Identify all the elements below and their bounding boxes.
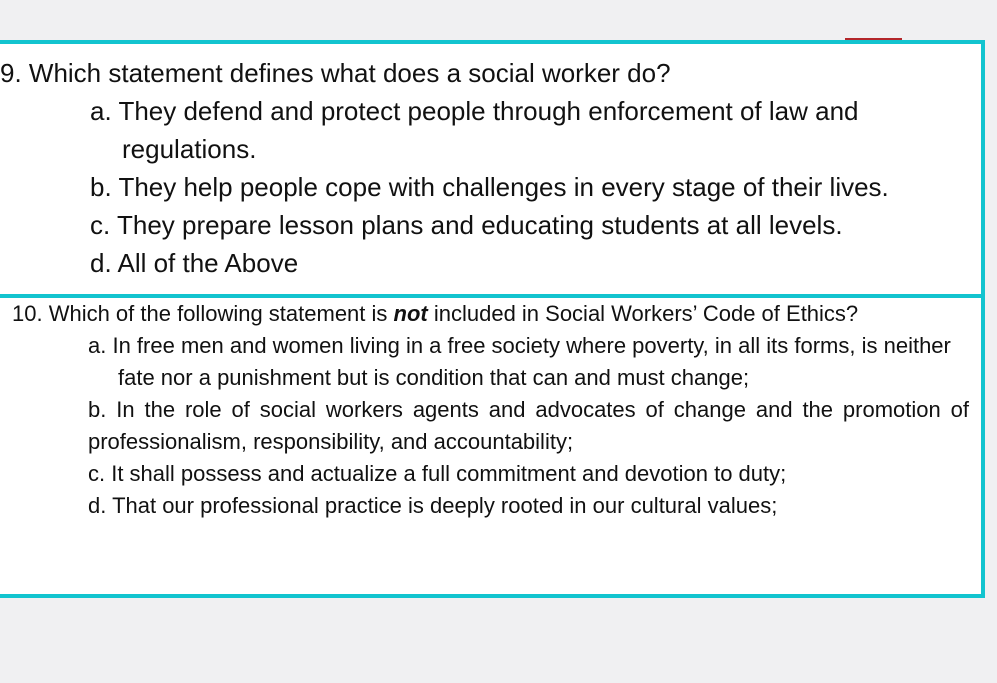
question-9-option-d: d. All of the Above: [90, 248, 299, 278]
quiz-panel: [0, 40, 985, 598]
question-10-stem-emphasis: not: [393, 301, 428, 326]
question-10-option-a: a. In free men and women living in a free society where poverty, in all its forms, is neither fate nor a punishment but is condition that can and must change;: [88, 333, 951, 390]
question-10-stem-start: 10. Which of the following statement is: [12, 301, 394, 326]
question-10-stem-end: included in Social Workers’ Code of Ethics?: [427, 301, 859, 326]
question-9-stem: 9. Which statement defines what does a social worker do?: [0, 58, 671, 88]
question-10-option-c: c. It shall possess and actualize a full commitment and devotion to duty;: [88, 461, 787, 486]
question-10-option-d: d. That our professional practice is deeply rooted in our cultural values;: [88, 493, 778, 518]
question-9-option-b: b. They help people cope with challenges in every stage of their lives.: [90, 172, 889, 202]
question-10: [0, 298, 981, 522]
question-9: [0, 54, 988, 282]
question-9-option-a: a. They defend and protect people through enforcement of law and regulations.: [90, 96, 859, 164]
question-10-stem: [0, 298, 935, 330]
question-9-option-c: c. They prepare lesson plans and educating students at all levels.: [90, 210, 843, 240]
question-10-option-b: b. In the role of social workers agents and advocates of change and the promotion of professionalism, responsibility, and accountability;: [88, 397, 969, 454]
